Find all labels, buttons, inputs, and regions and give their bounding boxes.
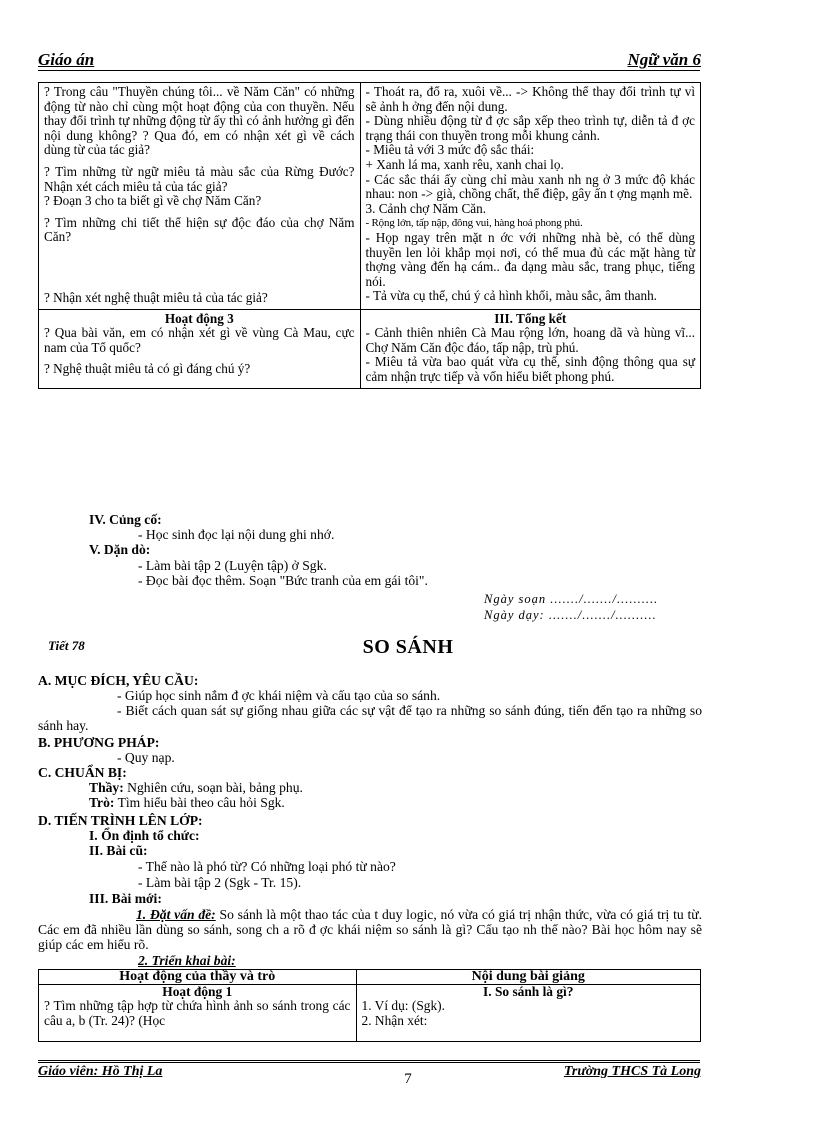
table-row — [39, 309, 701, 388]
question-text: ? Qua bài văn, em có nhận xét gì về vùng Cà Mau, cực nam của Tổ quốc? — [44, 325, 355, 355]
step-old-lesson: II. Bài cũ: — [89, 843, 148, 858]
header-rule — [38, 70, 700, 71]
table-row — [39, 985, 701, 1042]
table-cell-questions — [39, 83, 361, 310]
page-number: 7 — [404, 1071, 412, 1087]
section-b-item: - Quy nạp. — [117, 750, 175, 765]
table-cell-content — [356, 985, 700, 1042]
question-text: ? Trong câu "Thuyền chúng tôi... về Năm Căn" có những động từ nào chỉ cùng một hoạt động của con thuyền. Nếu thay đổi trình tự những động từ ấy thì có ảnh hưởng gì đến nội dung không? ? Qua đó, em có nhận xét gì về cách dùng từ của tác giả? — [44, 84, 355, 158]
step-organize: I. Ổn định tổ chức: — [89, 828, 200, 843]
table-cell-questions — [39, 309, 361, 388]
answer-text: - Cảnh thiên nhiên Cà Mau rộng lớn, hoang dã và hùng vĩ... Chợ Năm Căn độc đáo, tấp nập, trù phú. — [365, 325, 695, 355]
table-cell-answers — [360, 309, 700, 388]
section-a-heading: A. MỤC ĐÍCH, YÊU CẦU: — [38, 673, 199, 688]
homework-heading: V. Dặn dò: — [89, 542, 151, 557]
student-text: Tìm hiểu bài theo câu hỏi Sgk. — [114, 795, 285, 810]
step-new-lesson: III. Bài mới: — [89, 891, 162, 906]
content-text: 2. Nhận xét: — [361, 1012, 428, 1028]
section-d-heading: D. TIẾN TRÌNH LÊN LỚP: — [38, 813, 203, 828]
content-heading: I. So sánh là gì? — [483, 984, 574, 1000]
answer-text: - Miêu tả vừa bao quát vừa cụ thể, sinh động thông qua sự cảm nhận trực tiếp và vốn hiểu biết phong phú. — [365, 354, 695, 384]
table-cell-answers — [360, 83, 700, 310]
homework-item: - Đọc bài đọc thêm. Soạn "Bức tranh của em gái tôi". — [138, 573, 428, 588]
section-heading: III. Tổng kết — [494, 310, 567, 326]
content-table — [38, 969, 701, 1042]
intro-label: 1. Đặt vấn đề: — [136, 907, 216, 922]
table-cell-activity — [39, 985, 357, 1042]
date-prepare: Ngày soạn ......./......./.......... — [484, 592, 659, 606]
answer-text: - Miêu tả với 3 mức độ sắc thái: — [365, 142, 535, 158]
old-question: - Thế nào là phó từ? Có những loại phó từ nào? — [138, 859, 396, 874]
student-label: Trò: — [89, 795, 115, 810]
old-question: - Làm bài tập 2 (Sgk - Tr. 15). — [138, 875, 302, 890]
section-c-heading: C. CHUẨN BỊ: — [38, 765, 127, 780]
consolidate-item: - Học sinh đọc lại nội dung ghi nhớ. — [138, 527, 335, 542]
footer-teacher: Giáo viên: Hồ Thị La — [38, 1064, 163, 1079]
footer-rule — [38, 1062, 700, 1063]
question-text: ? Tìm những chi tiết thể hiện sự độc đáo của chợ Năm Căn? — [44, 214, 355, 245]
date-teach: Ngày dạy: ......./......./.......... — [484, 608, 657, 622]
section-c-teacher — [89, 780, 303, 796]
teacher-text: Nghiên cứu, soạn bài, bảng phụ. — [123, 780, 303, 795]
answer-text: - Thoát ra, đổ ra, xuôi về... -> Không thể thay đổi trình tự vì sẽ ảnh h ởng đến nội dung. — [365, 84, 695, 114]
deploy-label: 2. Triển khai bài: — [138, 953, 236, 968]
consolidate-heading: IV. Củng cố: — [89, 512, 162, 527]
answer-text: - Rộng lớn, tấp nập, đông vui, hàng hoá phong phú. — [365, 217, 583, 230]
table-row — [39, 83, 701, 310]
column-header-content: Nội dung bài giảng — [356, 970, 700, 985]
activity-heading: Hoạt động 1 — [162, 984, 233, 1000]
header-right: Ngữ văn 6 — [627, 50, 701, 69]
intro-paragraph — [38, 907, 702, 952]
footer-rule — [38, 1060, 700, 1061]
lesson-table — [38, 82, 701, 389]
section-a-item: - Biết cách quan sát sự giống nhau giữa các sự vật để tạo ra những so sánh đúng, tiến đến tạo ra những so sánh hay. — [38, 703, 702, 733]
header-left: Giáo án — [38, 50, 95, 69]
section-a-item: - Giúp học sinh nắm đ ợc khái niệm và cấu tạo của so sánh. — [117, 688, 441, 703]
answer-text: - Dùng nhiều động từ đ ợc sắp xếp theo trình tự, diễn tả đ ợc trạng thái con thuyền trong mỗi khung cảnh. — [365, 113, 695, 143]
question-text: ? Tìm những từ ngữ miêu tả màu sắc của Rừng Đước? Nhận xét cách miêu tả của tác giả? — [44, 163, 355, 194]
lesson-period: Tiết 78 — [48, 638, 85, 653]
teacher-label: Thầy: — [89, 780, 124, 795]
content-text: 1. Ví dụ: (Sgk). — [361, 998, 445, 1014]
column-header-activities: Hoạt động của thầy và trò — [39, 970, 357, 985]
answer-text: 3. Cảnh chợ Năm Căn. — [365, 200, 487, 216]
question-text: ? Đoạn 3 cho ta biết gì về chợ Năm Căn? — [44, 193, 262, 209]
section-b-heading: B. PHƯƠNG PHÁP: — [38, 735, 160, 750]
answer-text: - Họp ngay trên mặt n ớc với những nhà bè, có thể dùng thuyền len lỏi khắp mọi nơi, có thể mua đủ các mặt hàng từ thợng vàng đến hạ cám.. đa dạng màu sắc, trang phục, tiếng nói. — [365, 229, 695, 289]
lesson-title: SO SÁNH — [362, 636, 454, 658]
table-header-row — [39, 970, 701, 985]
answer-text: - Các sắc thái ấy cùng chỉ màu xanh nh ng ở 3 mức độ khác nhau: non -> già, chồng chất, thể điệp, gây ấn t ợng mạnh mẽ. — [365, 171, 695, 202]
answer-text: - Tả vừa cụ thể, chú ý cả hình khối, màu sắc, âm thanh. — [365, 288, 657, 304]
activity-text: ? Tìm những tập hợp từ chứa hình ảnh so sánh trong các câu a, b (Tr. 24)? (Học — [44, 998, 351, 1028]
question-text: ? Nghệ thuật miêu tả có gì đáng chú ý? — [44, 361, 251, 377]
section-c-student — [89, 795, 285, 811]
question-text: ? Nhận xét nghệ thuật miêu tả của tác giả? — [44, 289, 268, 305]
homework-item: - Làm bài tập 2 (Luyện tập) ở Sgk. — [138, 558, 327, 573]
intro-text: So sánh là một thao tác của t duy logic, nó vừa có giá trị nhận thức, vừa có giá trị tu từ. Các em đã nhiều lần dùng so sánh, song ch a rõ đ ợc khái niệm so sánh là gì? Cấu tạo nh thế nào? Bài học hôm nay sẽ giúp các em hiểu rõ. — [38, 907, 702, 952]
activity-heading: Hoạt động 3 — [164, 310, 234, 326]
footer-school: Trường THCS Tà Long — [563, 1064, 701, 1079]
answer-text: + Xanh lá ma, xanh rêu, xanh chai lọ. — [365, 156, 564, 172]
